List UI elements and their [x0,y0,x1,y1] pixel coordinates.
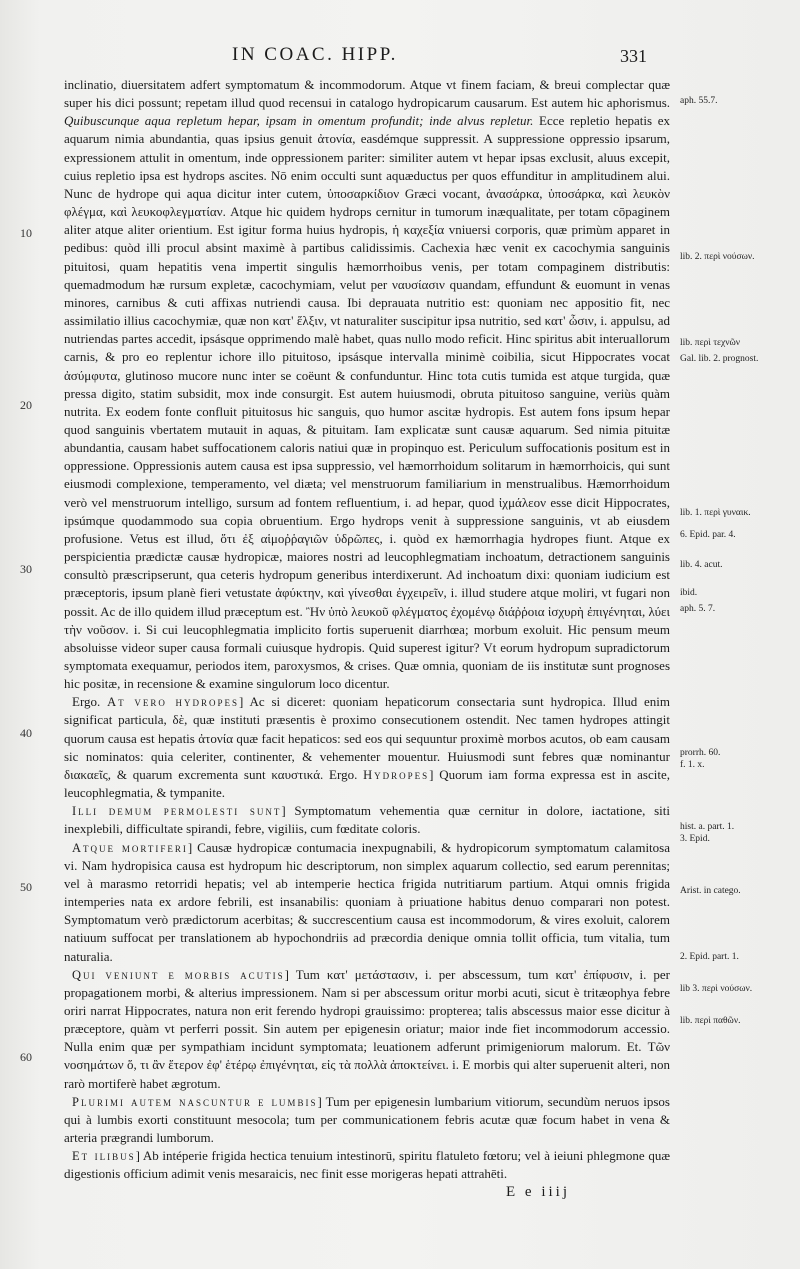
page-number: 331 [620,46,647,66]
text-run: ] Tum per epigenesin lumbarium vitiorum, secundùm neruos ipsos qui à lumbis exorti constituunt mesocola; tum per communicationem febris acutæ quæ focum habet in vena & arteria prægrandi lumborum. [64,1093,670,1146]
text-run: ] Ac si diceret: quoniam hepaticorum consectaria sunt hydropica. Illud enim significat particula, δὲ, quæ instituti præsentis è proximo consecutionem ostendit. Nec tamen hydropes attingit quorum causa est hepatis ἀτονία quæ facit hepaticos: sed eos qui sequuntur proximè morbos acutos, ob eam causam sic nominatos: quia celeriter, continenter, & vehementer mouentur. Huiusmodi sunt febres quæ nominantur διακαεῖς, & quarum excrementa sunt καυστικά. Ergo. [64,694,671,782]
margin-note: lib 3. περὶ νούσων. [680,984,753,994]
margin-note: 6. Epid. par. 4. [680,530,736,540]
margin-note: aph. 55.7. [680,96,718,106]
margin-note: aph. 5. 7. [680,604,716,614]
lemma: Illi demum permolesti sunt [72,804,282,819]
lemma: Plurimi autem nascuntur e lumbis [72,1094,318,1109]
text-run: inclinatio, diuersitatem adfert symptomatum & incommodorum. Atque vt finem faciam, & breui complectar quæ super his dici possunt; repetam illud quod recensui in catalogo hydropicarum causarum. Est autem hic aphorismus. [64,77,670,111]
line-number: 30 [20,562,32,576]
margin-note: lib. 4. acut. [680,560,723,570]
paragraph [64,966,670,1093]
margin-notes [680,0,798,1269]
margin-note: Arist. in catego. [680,886,741,896]
text-run: ] Quorum iam forma expressa est in ascite, leucophlegmatia, & tympanite. [64,766,670,801]
lemma: Qui veniunt e morbis acutis [72,967,285,982]
margin-note: 3. Epid. [680,834,710,844]
lemma: Et ilibus [72,1149,136,1164]
paragraph [64,802,670,838]
text-run: ] Tum κατ' μετάστασιν, i. per abscessum, tum κατ' ἐπίφυσιν, i. per propagationem morbi, & alterius impressionem. Nam si per abscessum oritur morbi acuti, sicut è tritæophya febre oriri narrat Hippocrates, natura non erit ferendo hydropi grauissimo: propterea; talis abscessus maior esse dicitur à præceptore, quàm vt perferri possit. Sin autem per epigenesin oriatur; maior inde fiet incommodorum accessio. Nulla enim quæ per sympathiam incidunt symptomata; leuationem adferunt primigeniorum malorum. Et. Τῶν νοσημάτων ὅ, τι ἂν ἕτερον ἐφ' ἑτέρῳ ἐπιγένηται, εἰς τὰ πολλὰ ἀποκτείνει. i. E morbis qui alter superuenit alteri, non rarò mortiferè habet ægrotum. [64,966,670,1091]
text-run: ] Causæ hydropicæ contumacia inexpugnabili, & hydropicorum symptomatum calamitosa vi. Nam hydropisica causa est hydropum hic descriptorum, non simplex aquarum collectio, sed earum perennitas; vel à marasmo retorridi hepatis; vel ab intemperie hectica frigida nutritiarum partium. Atqui omnis frigida intemperies nata ex ardore febrili, est insanabilis: quoniam à priuatione habitus denuo comparari non potest. Symptomatum verò prædictorum acerbitas; & succrescentium causa est incommodorum, & vires exoluit, calorem natiuum suffocat per translationem ab hypochondriis ad præcordia denique omnia tollit officia, tum vitalia, tum naturalia. [64,839,670,964]
lemma: At vero hydropes [107,695,240,710]
line-number: 40 [20,726,32,740]
text-run: ] Ab intéperie frigida hectica tenuium intestinorū, spiritu flatuleto fœtoru; vel à ieiuni phlegmone quæ digestionis officium adimit venis mesaraicis, nec finit esse morigeras hepati attrahēti. [64,1148,670,1182]
margin-note: hist. a. part. 1. [680,822,735,832]
line-number: 20 [20,398,32,412]
line-number: 60 [20,1050,32,1064]
margin-note: lib. 2. περὶ νούσων. [680,252,755,262]
line-numbers [0,0,60,1269]
margin-note: ibid. [680,588,698,598]
margin-note: prorrh. 60. [680,748,721,758]
margin-note: 2. Epid. part. 1. [680,952,739,962]
paragraph [64,839,670,966]
paragraph [64,1093,670,1147]
aphorism-quote: Quibuscunque aqua repletum hepar, ipsam in omentum profundit; inde alvus repletur. [64,113,534,129]
margin-note: lib. 1. περὶ γυναικ. [680,508,751,518]
line-number: 10 [20,226,32,240]
lemma: Hydropes [363,767,430,782]
margin-note: f. 1. x. [680,760,705,770]
margin-note: Gal. lib. 2. prognost. [680,354,759,364]
paragraph [64,76,670,693]
running-head: IN COAC. HIPP. [232,44,398,65]
text-run: Ecce repletio hepatis ex aquarum nimia abundantia, quas ipsius genuit ἀτονία, easdémque suppressit. A suppressione oppressio ipsarum, expressionem attulit in omentum, inde oppressionem pariter: similiter autem vt hepar ipsas exclusit, aluus excepit, cuius repletio ipsa est hydrops ascites. Nō enim occulti sunt aquæductus per quos effunditur in amplitudinem alui. Nunc de hydrope qui aqua dicitur inter cutem, ὑποσαρκίδιον Græci vocant, ἀνασάρκα, ὑποσάρκα, καὶ λευκὸν φλέγμα, καὶ λευκοφλεγματίαν. Atque hic quidem hydrops cernitur in tumorum inæqualitate, per totam cōpaginem aliter atque aliter orientium. Est igitur forma huius hydropis, ἡ καχεξία vniuersi corporis, quæ primùm apparet in pedibus: quòd illi procul absint maximè à partibus calidissimis. Cachexia hæc venit ex cacochymia sanguinis pituitosi, quam hepatitis vena impertit singulis hæmorrhoibus venis, per totam compaginem distributis: quemadmodum hæ rursum expletæ, cacochymiam, velut per ναυσίασιν quandam, effundunt & euomunt in venas minores, carnibus & cuti affixas nutriendi causa. Ibi deprauata nutritio est: quoniam nec appositio fit, nec assimilatio illius cacochymiæ, quæ non κατ' ἕλξιν, vt naturaliter suscipitur ipsa nutritio, sed κατ' ὦσιν, i. appulsu, ad nutriendas partes accedit, ipsásque opprimendo malè habet, quas nullo modo reficit. Hinc spiritus abit interuallorum carnis, & pro eo replentur ichore illo pituitoso, ipsásque intervalla minimè coibilia, sicut Hippocrates vocat ἀσύμφυτα, glutinoso mucore nunc inter se coëunt & confunduntur. Hinc tota cutis tumida est atque turgida, quæ pressa digito, statim subsidit, mox inde consurgit. Est autem huiusmodi, obruta pituitoso sanguine, veriùs quàm nutrita. Ex eodem fonte confluit pituitosus hic sanguis, quo humor ascitæ hydropis. Est autem fons ipsum hepar quod sanguinis vbertatem mutauit in aquas, & pituitam. Iam explicatæ sunt causæ aquarum. Sed nimia pituitæ abundantia, causam habet suffocationem caloris natiui quæ in propinquo est. Periculum suffocationis positum est in oppressione. Oppressionis autem causa est ipsa suppressio, vel hæmorrhoidum solitarum in hæmorrhoicis, qui sunt eiusmodi complexione, temperamento, vel diæta; vel menstruorum familiarium in menstrualibus. Hæmorrhoidum verò vel menstruorum intelligo, sursum ad fontem refluentium, i. ad hepar, quod ἰχμάλεον esse dicit Hippocrates, ipsúmque quodammodo sua copia obruentium. Ergo hydrops venit à suppressione sanguinis, vt ab eiusdem profusione. Vetus est illud, ὅτι ἐξ αἱμοῤῥαγιῶν ὑδρῶπες, i. quòd ex hæmorrhagia hydropes fiunt. Atque ex perspicientia prædictæ causæ hydropicæ, maiores nostri ad leucophlegmatiam inchoatum, detractionem sanguinis consultò præscripserunt, qua ceteris hydropum generibus interdixerunt. Ad inchoatum dixi: quoniam iudicium est præceptoris, ipsum planè fieri vetustate ἀφύκτην, καὶ γίνεσθαι ἐγχειρεῖν, i. illud studere atque moliri, vt fugari non possit. Ac de illo quidem illud præceptum est. Ἢν ὑπὸ λευκοῦ φλέγματος ἐχομένῳ διάῤῥοια ἰσχυρὴ ἐπιγένηται, λύει τὴν νοῦσον. i. Si cui leucophlegmatia implicito fortis superuenit diarrhœa; morbum exoluit. Hic pensum meum absoluisse videor super causa formali cuiusque hydropis. Quid superest igitur? Vt eorum hydropum supradictorum symptomata exequamur, periodos item, paroxysmos, & crises. Quæ omnia, quoniam de iis institutæ sunt prognoses hic positæ, in recensione & examine singulorum loco dicentur. [64,113,670,692]
text-run: ] Symptomatum vehementia quæ cernitur in dolore, iactatione, siti inexplebili, difficultate spirandi, febre, vigiliis, cum fœditate coloris. [64,803,670,837]
line-number: 50 [20,880,32,894]
margin-note: lib. περὶ παθῶν. [680,1016,741,1026]
margin-note: lib. περὶ τεχνῶν [680,338,741,348]
lemma: Atque mortiferi [72,840,188,855]
paragraph [64,1147,670,1183]
commentary-text [64,76,670,1184]
paragraph [64,693,670,802]
signature-mark: E e iiij [506,1184,570,1200]
text-run: Ergo. [72,694,101,710]
